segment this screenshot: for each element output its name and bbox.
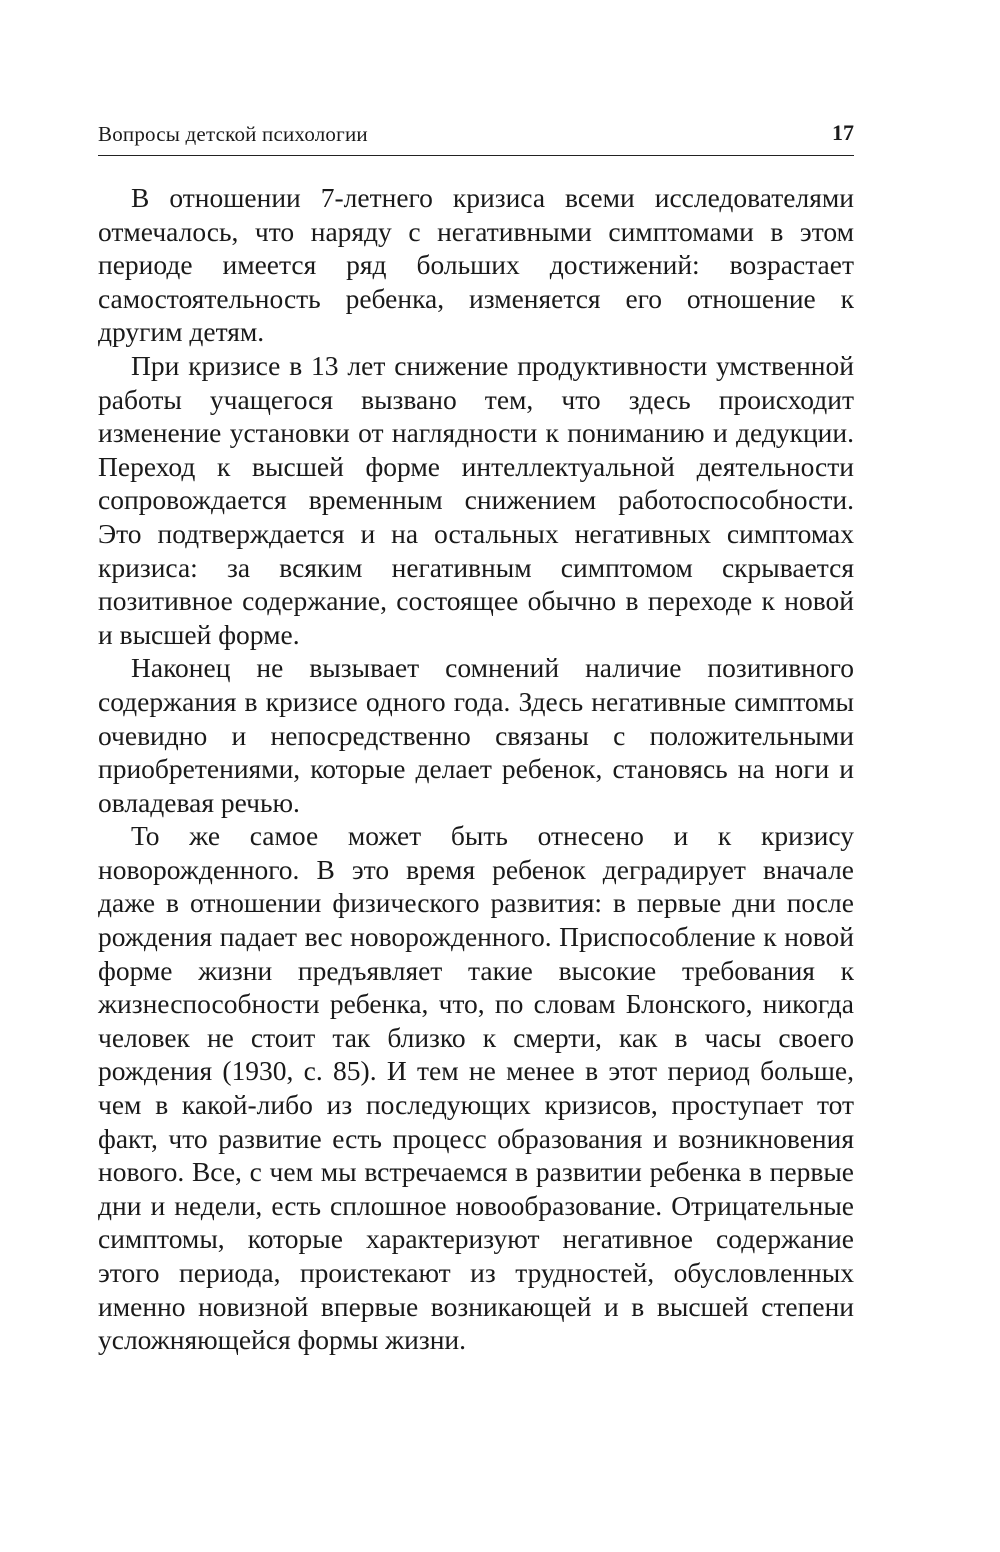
paragraph-crisis-one-year: Наконец не вызывает сомнений наличие позитивного содержания в кризисе одного года. Здесь негативные симптомы очевидно и непосредственно связаны с положительными приобретениями, которые делает ребенок, становясь на ноги и овладевая речью.	[98, 652, 854, 818]
running-header	[98, 118, 854, 156]
paragraph-crisis-newborn: То же самое может быть отнесено и к кризису новорожденного. В это время ребенок деградирует вначале даже в отношении физического развития: в первые дни после рождения падает вес новорожденного. Приспособление к новой форме жизни предъявляет такие высокие требования к жизнеспособности ребенка, что, по словам Блонского, никогда человек не стоит так близко к смерти, как в часы своего рождения (1930, с. 85). И тем не менее в этот период больше, чем в какой-либо из последующих кризисов, проступает тот факт, что развитие есть процесс образования и возникновения нового. Все, с чем мы встречаемся в развитии ребенка в первые дни и недели, есть сплошное новообразование. Отрицательные симптомы, которые характеризуют негативное содержание этого периода, проистекают из трудностей, обусловленных именно новизной впервые возникающей и в высшей степени усложняющейся формы жизни.	[98, 820, 854, 1356]
running-header-title: Вопросы детской психологии	[98, 122, 368, 146]
page-number: 17	[832, 120, 854, 145]
paragraph-crisis-7-years: В отношении 7-летнего кризиса всеми исследователями отмечалось, что наряду с негативными симптомами в этом периоде имеется ряд больших достижений: возрастает самостоятельность ребенка, изменяется его отношение к другим детям.	[98, 182, 854, 348]
body-text	[98, 181, 854, 1357]
paragraph-crisis-13-years: При кризисе в 13 лет снижение продуктивности умственной работы учащегося вызвано тем, что здесь происходит изменение установки от наглядности к пониманию и дедукции. Переход к высшей форме интеллектуальной деятельности сопровождается временным снижением работоспособности. Это подтверждается и на остальных негативных симптомах кризиса: за всяким негативным симптомом скрывается позитивное содержание, состоящее обычно в переходе к новой и высшей форме.	[98, 349, 854, 650]
